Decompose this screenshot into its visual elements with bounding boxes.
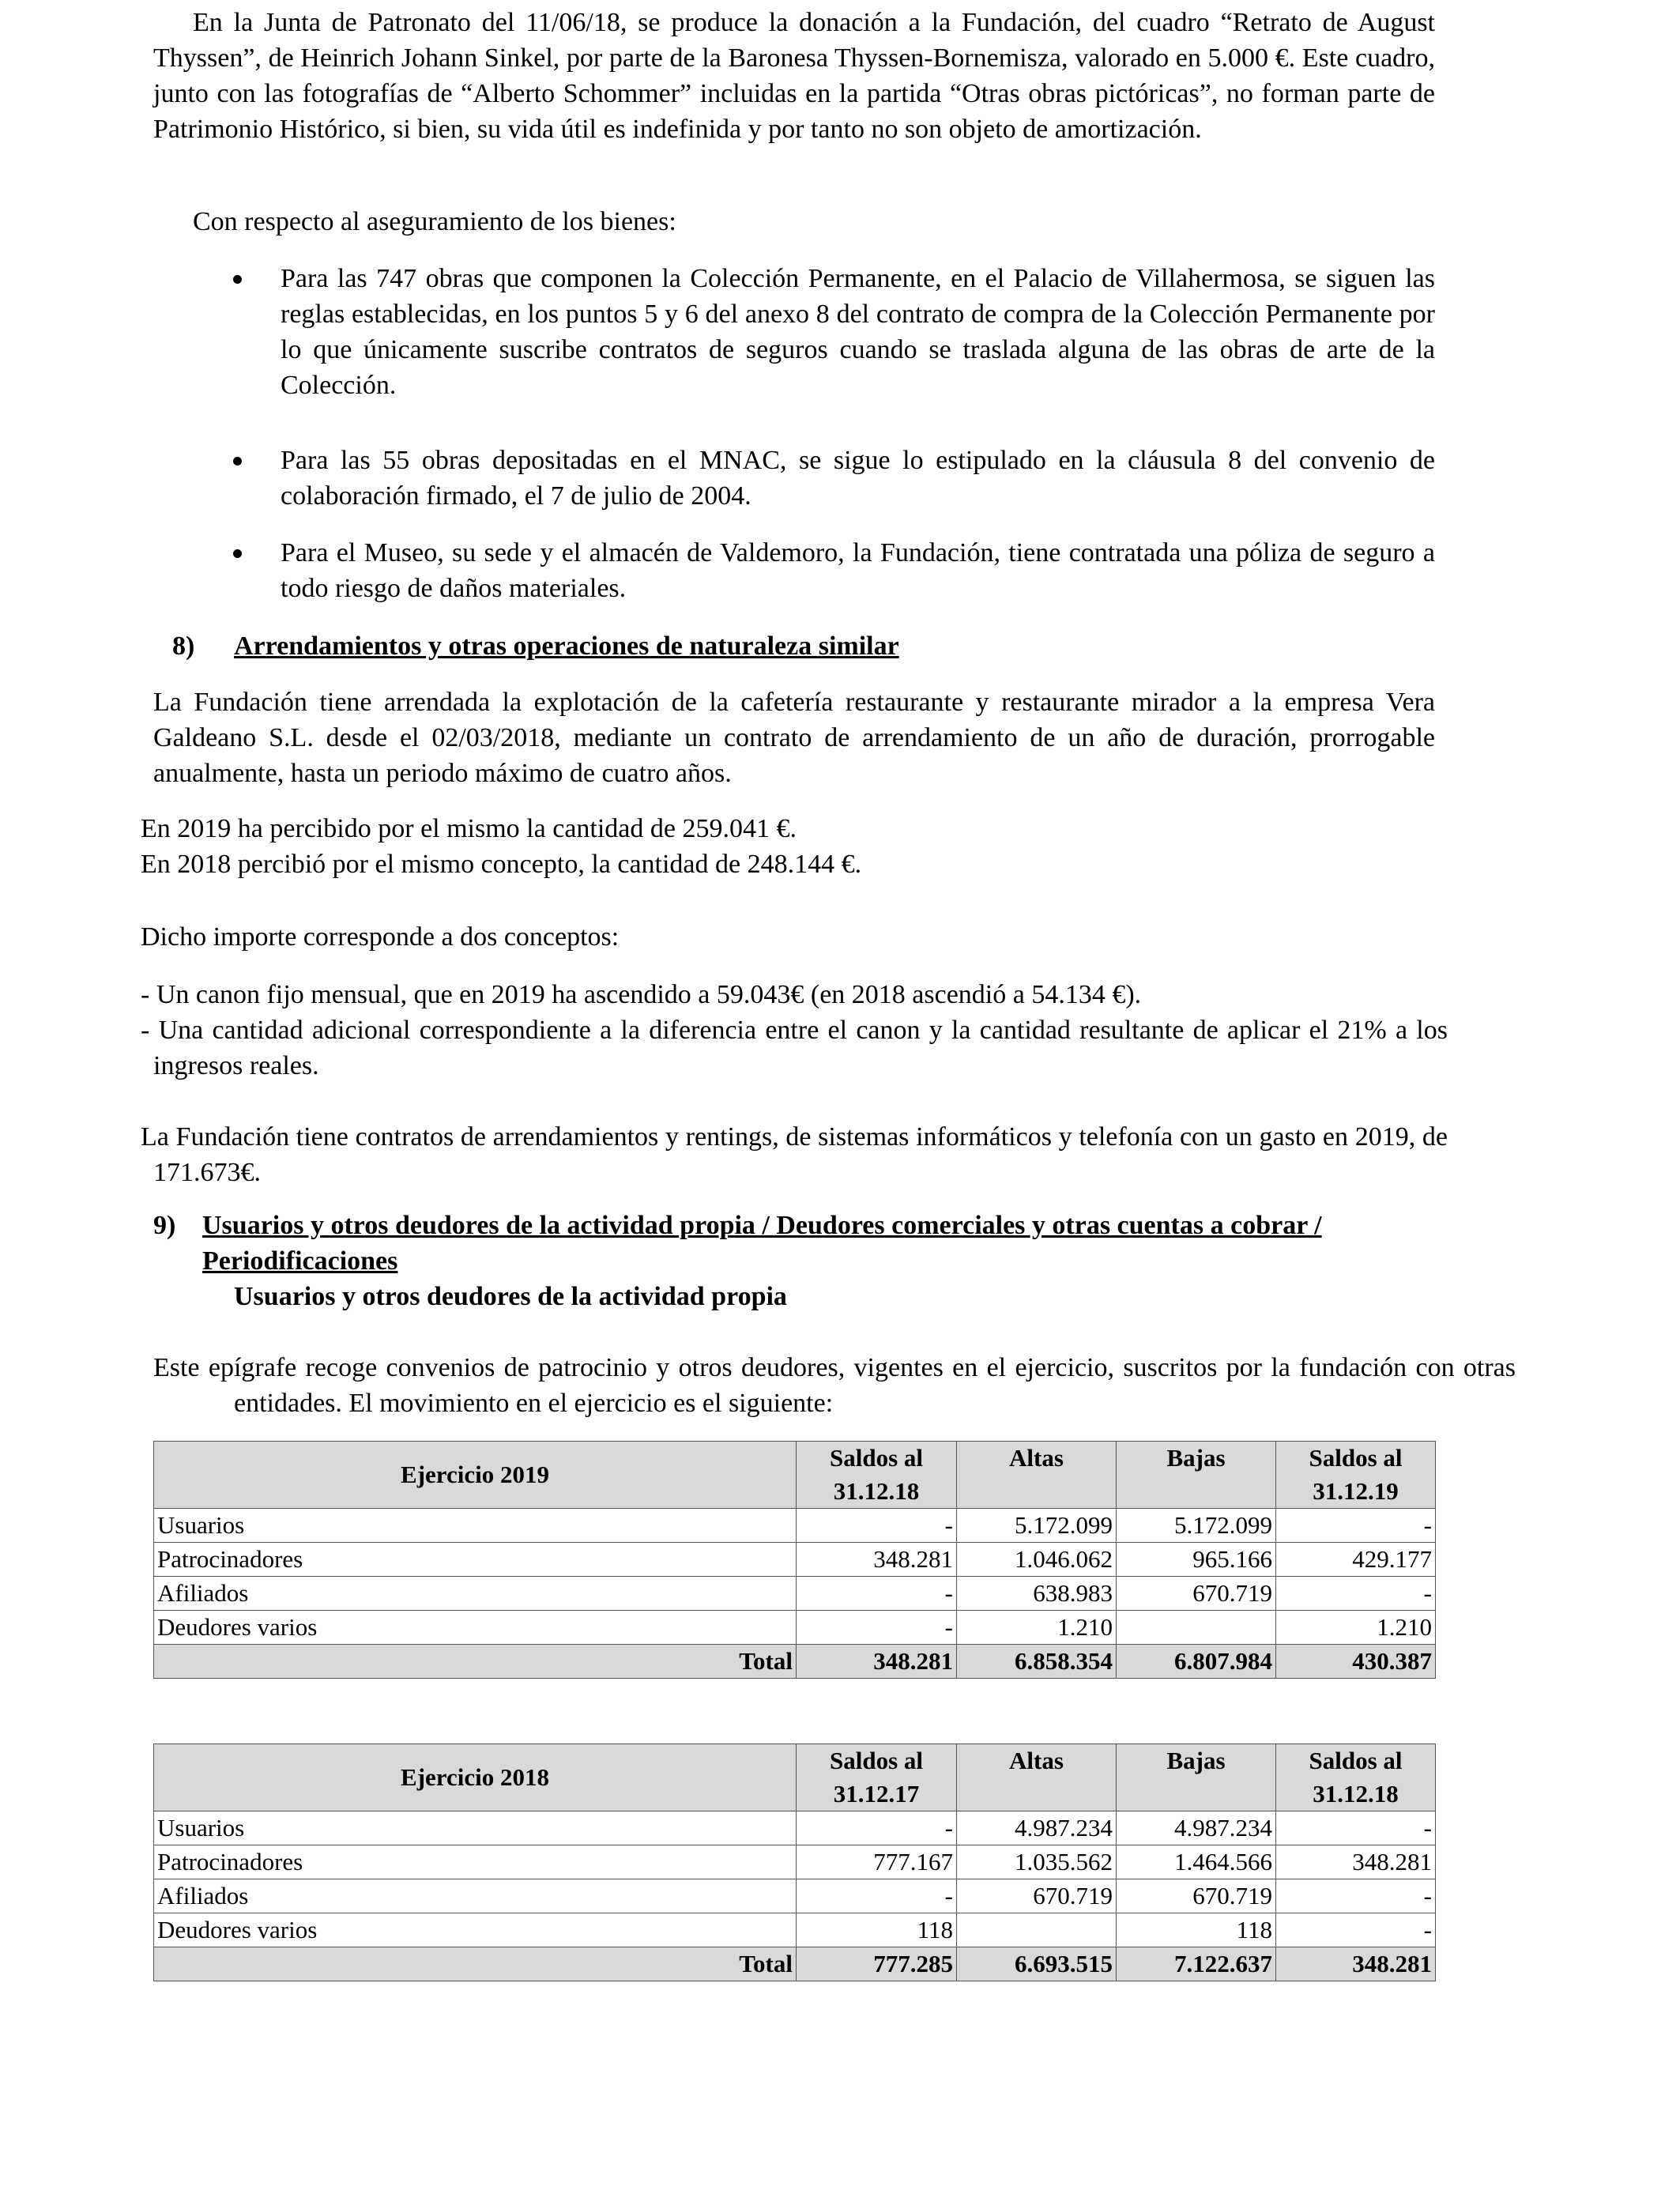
table-row: [154, 1509, 1436, 1543]
cell-value: -: [797, 1577, 957, 1611]
table-title: Ejercicio 2018: [154, 1744, 797, 1811]
cell-value: 348.281: [797, 1543, 957, 1577]
movement-intro: Este epígrafe recoge convenios de patrocinio y otros deudores, vigentes en el ejercicio, suscritos por la fundación con otras entidades. El movimiento en el ejercicio es el siguiente:: [153, 1353, 1516, 1418]
bullet-item: [281, 261, 1435, 403]
row-label: Afiliados: [154, 1879, 797, 1913]
cell-value: -: [797, 1879, 957, 1913]
cell-value: 1.210: [1276, 1611, 1436, 1645]
bullet-dot-icon: [233, 457, 242, 466]
total-value: 6.807.984: [1117, 1645, 1276, 1679]
cell-value: -: [1276, 1913, 1436, 1947]
row-label: Afiliados: [154, 1577, 797, 1611]
cell-value: -: [1276, 1811, 1436, 1845]
row-label: Usuarios: [154, 1509, 797, 1543]
table-title: Ejercicio 2019: [154, 1442, 797, 1509]
table-row: [154, 1577, 1436, 1611]
total-label: Total: [154, 1947, 797, 1981]
cell-value: -: [797, 1611, 957, 1645]
cell-value: 1.046.062: [957, 1543, 1117, 1577]
column-header: Saldos al: [1276, 1442, 1436, 1476]
bullet-item: [281, 443, 1435, 514]
cell-value: -: [1276, 1577, 1436, 1611]
total-label: Total: [154, 1645, 797, 1679]
column-header: Bajas: [1117, 1442, 1276, 1476]
cell-value: 638.983: [957, 1577, 1117, 1611]
total-value: 6.693.515: [957, 1947, 1117, 1981]
column-header: Saldos al: [797, 1744, 957, 1778]
cell-value: 5.172.099: [957, 1509, 1117, 1543]
table-row: [154, 1845, 1436, 1879]
cell-value: 1.210: [957, 1611, 1117, 1645]
rentings-paragraph: La Fundación tiene contratos de arrendamientos y rentings, de sistemas informáticos y telefonía con un gasto en 2019, de 171.673€.: [141, 1122, 1448, 1187]
total-value: 348.281: [1276, 1947, 1436, 1981]
cell-value: -: [1276, 1509, 1436, 1543]
total-row: [154, 1947, 1436, 1981]
cell-value: [1117, 1611, 1276, 1645]
cell-value: 118: [1117, 1913, 1276, 1947]
cell-value: 1.464.566: [1117, 1845, 1276, 1879]
row-label: Deudores varios: [154, 1913, 797, 1947]
section-9-subtitle: Usuarios y otros deudores de la actividad propia: [234, 1282, 787, 1311]
cell-value: -: [1276, 1879, 1436, 1913]
lease-paragraph: La Fundación tiene arrendada la explotación de la cafetería restaurante y restaurante mirador a la empresa Vera Galdeano S.L. desde el 02/03/2018, mediante un contrato de arrendamiento de un año de duración, prorrogable anualmente, hasta un periodo máximo de cuatro años.: [153, 688, 1435, 788]
concepts-intro: Dicho importe corresponde a dos conceptos:: [141, 922, 620, 952]
column-header: Altas: [957, 1744, 1117, 1778]
total-row: [154, 1645, 1436, 1679]
cell-value: -: [797, 1509, 957, 1543]
total-value: 7.122.637: [1117, 1947, 1276, 1981]
cell-value: -: [797, 1811, 957, 1845]
total-value: 348.281: [797, 1645, 957, 1679]
table-row: [154, 1611, 1436, 1645]
table-ejercicio-2019: [153, 1441, 1436, 1679]
bullet-dot-icon: [233, 275, 242, 284]
total-value: 6.858.354: [957, 1645, 1117, 1679]
column-header: Saldos al: [1276, 1744, 1436, 1778]
cell-value: 5.172.099: [1117, 1509, 1276, 1543]
table-row: [154, 1543, 1436, 1577]
section-9-title: Usuarios y otros deudores de la actividad propia / Deudores comerciales y otras cuentas a cobrar / Periodificaciones: [202, 1211, 1322, 1276]
table-row: [154, 1913, 1436, 1947]
bullet-text: Para el Museo, su sede y el almacén de Valdemoro, la Fundación, tiene contratada una póliza de seguro a todo riesgo de daños materiales.: [281, 538, 1435, 603]
column-header: [1117, 1475, 1276, 1509]
section-8-number: 8): [172, 631, 195, 661]
cell-value: 777.167: [797, 1845, 957, 1879]
cell-value: 4.987.234: [1117, 1811, 1276, 1845]
column-header: [1117, 1777, 1276, 1811]
column-header: 31.12.17: [797, 1777, 957, 1811]
row-label: Patrocinadores: [154, 1543, 797, 1577]
cell-value: 4.987.234: [957, 1811, 1117, 1845]
column-header: Altas: [957, 1442, 1117, 1476]
cell-value: [957, 1913, 1117, 1947]
bullet-dot-icon: [233, 549, 242, 558]
total-value: 777.285: [797, 1947, 957, 1981]
cell-value: 118: [797, 1913, 957, 1947]
donation-paragraph: En la Junta de Patronato del 11/06/18, se produce la donación a la Fundación, del cuadro “Retrato de August Thyssen”, de Heinrich Johann Sinkel, por parte de la Baronesa Thyssen-Bornemisza, valorado en 5.000 €. Este cuadro, junto con las fotografías de “Alberto Schommer” incluidas en la partida “Otras obras pictóricas”, no forman parte de Patrimonio Histórico, si bien, su vida útil es indefinida y por tanto no son objeto de amortización.: [153, 8, 1435, 144]
cell-value: 965.166: [1117, 1543, 1276, 1577]
cell-value: 670.719: [957, 1879, 1117, 1913]
bullet-text: Para las 55 obras depositadas en el MNAC, se sigue lo estipulado en la cláusula 8 del convenio de colaboración firmado, el 7 de julio de 2004.: [281, 446, 1435, 511]
table-row: [154, 1811, 1436, 1845]
cell-value: 1.035.562: [957, 1845, 1117, 1879]
column-header: 31.12.18: [1276, 1777, 1436, 1811]
bullet-item: [281, 535, 1435, 606]
column-header: Bajas: [1117, 1744, 1276, 1778]
column-header: [957, 1475, 1117, 1509]
cell-value: 670.719: [1117, 1577, 1276, 1611]
cell-value: 348.281: [1276, 1845, 1436, 1879]
column-header: 31.12.19: [1276, 1475, 1436, 1509]
total-value: 430.387: [1276, 1645, 1436, 1679]
cell-value: 670.719: [1117, 1879, 1276, 1913]
row-label: Patrocinadores: [154, 1845, 797, 1879]
concept-fixed-fee: - Un canon fijo mensual, que en 2019 ha ascendido a 59.043€ (en 2018 ascendió a 54.134 €).: [141, 980, 1142, 1009]
column-header: [957, 1777, 1117, 1811]
table-row: [154, 1879, 1436, 1913]
section-8-title: Arrendamientos y otras operaciones de naturaleza similar: [234, 631, 899, 661]
insurance-intro: Con respecto al aseguramiento de los bienes:: [193, 207, 676, 236]
income-2019-line: En 2019 ha percibido por el mismo la cantidad de 259.041 €.: [141, 814, 797, 843]
income-2018-line: En 2018 percibió por el mismo concepto, la cantidad de 248.144 €.: [141, 850, 862, 879]
cell-value: 429.177: [1276, 1543, 1436, 1577]
row-label: Usuarios: [154, 1811, 797, 1845]
table-ejercicio-2018: [153, 1744, 1436, 1981]
section-9-number: 9): [153, 1211, 176, 1240]
row-label: Deudores varios: [154, 1611, 797, 1645]
column-header: Saldos al: [797, 1442, 957, 1476]
column-header: 31.12.18: [797, 1475, 957, 1509]
concept-additional: - Una cantidad adicional correspondiente a la diferencia entre el canon y la cantidad resultante de aplicar el 21% a los ingresos reales.: [141, 1016, 1448, 1080]
bullet-text: Para las 747 obras que componen la Colección Permanente, en el Palacio de Villahermosa, se siguen las reglas establecidas, en los puntos 5 y 6 del anexo 8 del contrato de compra de la Colección Permanente por lo que únicamente suscribe contratos de seguros cuando se traslada alguna de las obras de arte de la Colección.: [281, 264, 1435, 400]
